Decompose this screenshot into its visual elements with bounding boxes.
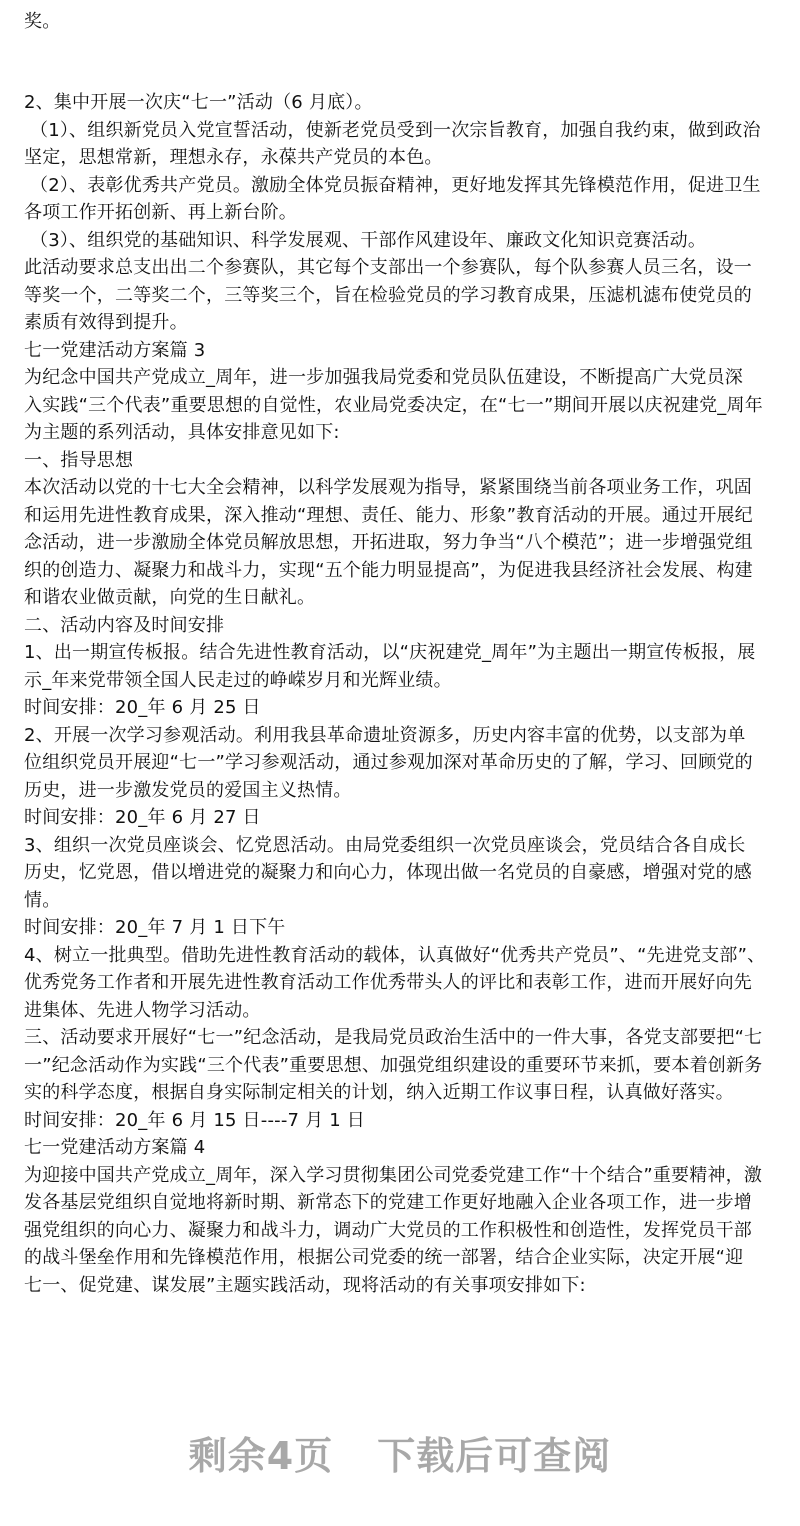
document-line: 时间安排：20_年 6 月 25 日 bbox=[24, 697, 261, 718]
document-line: 三、活动要求开展好“七一”纪念活动，是我局党员政治生活中的一件大事，各党支部要把“七 bbox=[24, 1027, 763, 1048]
document-line: 本次活动以党的十七大全会精神，以科学发展观为指导，紧紧围绕当前各项业务工作，巩固 bbox=[24, 477, 752, 498]
document-line: 1、出一期宣传板报。结合先进性教育活动，以“庆祝建党_周年”为主题出一期宣传板报，展 bbox=[24, 642, 756, 663]
document-line: 和谐农业做贡献，向党的生日献礼。 bbox=[24, 587, 316, 608]
document-line-top: 奖。 bbox=[24, 11, 61, 32]
document-line: 坚定，思想常新，理想永存，永葆共产党员的本色。 bbox=[24, 147, 443, 168]
document-line: 为迎接中国共产党成立_周年，深入学习贯彻集团公司党委党建工作“十个结合”重要精神，激 bbox=[24, 1164, 763, 1186]
document-line: 和运用先进性教育成果，深入推动“理想、责任、能力、形象”教育活动的开展。通过开展纪 bbox=[24, 504, 753, 526]
document-line: 时间安排：20_年 6 月 27 日 bbox=[24, 807, 261, 828]
document-line: 4、树立一批典型。借助先进性教育活动的载体，认真做好“优秀共产党员”、“先进党支部”、 bbox=[24, 944, 766, 966]
document-line: 3、组织一次党员座谈会、忆党恩活动。由局党委组织一次党员座谈会，党员结合各自成长 bbox=[24, 834, 746, 856]
document-body bbox=[0, 89, 800, 1299]
document-line: 七一党建活动方案篇 4 bbox=[24, 1137, 206, 1158]
document-line: 示_年来党带领全国人民走过的峥嵘岁月和光辉业绩。 bbox=[24, 669, 452, 691]
document-line: 情。 bbox=[24, 889, 61, 911]
document-line: 2、开展一次学习参观活动。利用我县革命遗址资源多，历史内容丰富的优势，以支部为单 bbox=[24, 724, 746, 746]
document-line: 七一、促党建、谋发展”主题实践活动，现将活动的有关事项安排如下: bbox=[24, 1274, 586, 1296]
document-line: 历史，进一步激发党员的爱国主义热情。 bbox=[24, 779, 352, 801]
document-line: 时间安排：20_年 6 月 15 日----7 月 1 日 bbox=[24, 1109, 365, 1131]
document-line: 二、活动内容及时间安排 bbox=[24, 614, 225, 636]
document-line: 优秀党务工作者和开展先进性教育活动工作优秀带头人的评比和表彰工作，进而开展好向先 bbox=[24, 972, 752, 993]
document-line: 历史，忆党恩，借以增进党的凝聚力和向心力，体现出做一名党员的自豪感，增强对党的感 bbox=[24, 862, 752, 883]
remaining-pages-text: 剩余4页 bbox=[188, 1434, 334, 1478]
download-banner[interactable] bbox=[0, 1425, 800, 1480]
document-line: 等奖一个，二等奖二个，三等奖三个，旨在检验党员的学习教育成果，压滤机滤布使党员的 bbox=[24, 284, 752, 306]
document-line: （3）、组织党的基础知识、科学发展观、干部作风建设年、廉政文化知识竞赛活动。 bbox=[30, 229, 707, 251]
document-line: 此活动要求总支出出二个参赛队，其它每个支部出一个参赛队，每个队参赛人员三名，设一 bbox=[24, 257, 752, 278]
document-line: 的战斗堡垒作用和先锋模范作用，根据公司党委的统一部署，结合企业实际，决定开展“迎 bbox=[24, 1247, 744, 1268]
document-line: 一、指导思想 bbox=[24, 449, 134, 471]
document-line: 念活动，进一步激励全体党员解放思想，开拓进取，努力争当“八个模范”；进一步增强党组 bbox=[24, 532, 753, 553]
download-to-view-text[interactable]: 下载后可查阅 bbox=[377, 1434, 612, 1478]
document-line: 七一党建活动方案篇 3 bbox=[24, 339, 206, 361]
document-line: 时间安排：20_年 7 月 1 日下午 bbox=[24, 917, 286, 938]
document-line: 实的科学态度，根据自身实际制定相关的计划，纳入近期工作议事日程，认真做好落实。 bbox=[24, 1082, 734, 1103]
document-line: 发各基层党组织自觉地将新时期、新常态下的党建工作更好地融入企业各项工作，进一步增 bbox=[24, 1192, 752, 1213]
document-line: 素质有效得到提升。 bbox=[24, 312, 188, 333]
document-line: 2、集中开展一次庆“七一”活动（6 月底）。 bbox=[24, 92, 373, 113]
document-line: 强党组织的向心力、凝聚力和战斗力，调动广大党员的工作积极性和创造性，发挥党员干部 bbox=[24, 1219, 752, 1241]
document-line: 一”纪念活动作为实践“三个代表”重要思想、加强党组织建设的重要环节来抓，要本着创新务 bbox=[24, 1054, 763, 1076]
document-line: 各项工作开拓创新、再上新台阶。 bbox=[24, 202, 297, 223]
document-line: （1）、组织新党员入党宣誓活动，使新老党员受到一次宗旨教育，加强自我约束，做到政治 bbox=[30, 119, 761, 141]
document-line: （2）、表彰优秀共产党员。激励全体党员振奋精神，更好地发挥其先锋模范作用，促进卫生 bbox=[30, 174, 761, 196]
document-line: 进集体、先进人物学习活动。 bbox=[24, 999, 261, 1021]
document-line: 位组织党员开展迎“七一”学习参观活动，通过参观加深对革命历史的了解，学习、回顾党的 bbox=[24, 752, 753, 773]
document-line: 织的创造力、凝聚力和战斗力，实现“五个能力明显提高”，为促进我县经济社会发展、构建 bbox=[24, 559, 753, 581]
document-line: 为主题的系列活动，具体安排意见如下: bbox=[24, 422, 340, 443]
document-line: 为纪念中国共产党成立_周年，进一步加强我局党委和党员队伍建设，不断提高广大党员深 bbox=[24, 367, 743, 388]
document-line: 入实践“三个代表”重要思想的自觉性，农业局党委决定，在“七一”期间开展以庆祝建党_周年 bbox=[24, 394, 763, 416]
